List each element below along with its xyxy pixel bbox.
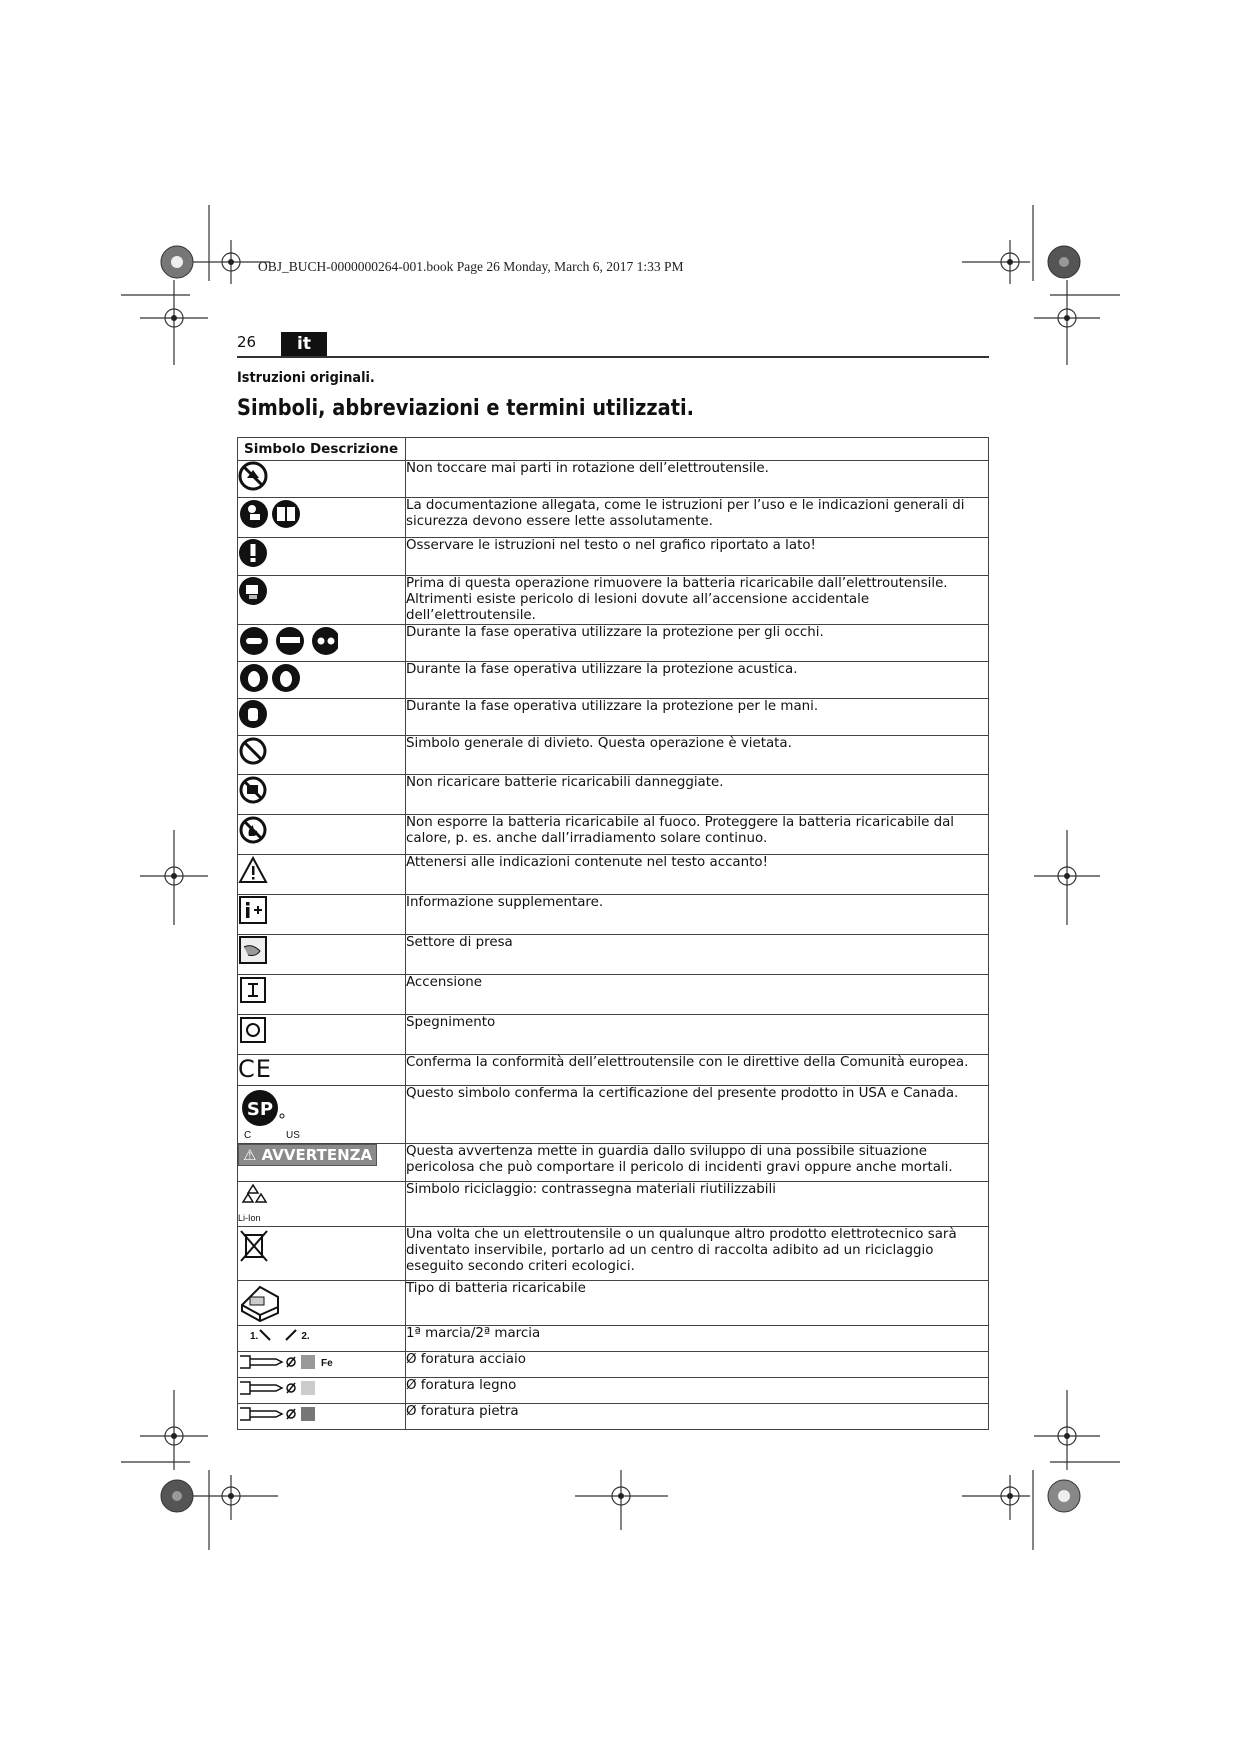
table-row bbox=[238, 775, 989, 815]
hand-protection-icon bbox=[238, 699, 268, 729]
row-description: Simbolo generale di divieto. Questa operazione è vietata. bbox=[406, 736, 989, 775]
ear-protection-icon bbox=[238, 662, 302, 694]
header-rule bbox=[237, 356, 989, 358]
row-description: Ø foratura legno bbox=[406, 1378, 989, 1404]
row-description: Una volta che un elettroutensile o un qualunque altro prodotto elettrotecnico sarà diventato inservibile, portarlo ad un centro di raccolta adibito ad un riciclaggio eseguito secondo criteri ecologici. bbox=[406, 1227, 989, 1281]
row-description: Questo simbolo conferma la certificazione del presente prodotto in USA e Canada. bbox=[406, 1086, 989, 1144]
row-description: Informazione supplementare. bbox=[406, 895, 989, 935]
row-description: Questa avvertenza mette in guardia dallo sviluppo di una possibile situazione pericolosa che può comportare il pericolo di incidenti gravi oppure anche mortali. bbox=[406, 1144, 989, 1182]
row-description: 1ª marcia/2ª marcia bbox=[406, 1326, 989, 1352]
info-plus-icon bbox=[238, 895, 268, 925]
row-description: Conferma la conformità dell’elettroutensile con le direttive della Comunità europea. bbox=[406, 1055, 989, 1086]
fe-label: Fe bbox=[321, 1358, 333, 1370]
table-row bbox=[238, 736, 989, 775]
exclamation-icon bbox=[238, 538, 268, 568]
battery-type-icon bbox=[238, 1281, 282, 1323]
table-row bbox=[238, 699, 989, 736]
row-description: Durante la fase operativa utilizzare la protezione acustica. bbox=[406, 662, 989, 699]
row-description: Accensione bbox=[406, 975, 989, 1015]
row-description: Settore di presa bbox=[406, 935, 989, 975]
table-row bbox=[238, 625, 989, 662]
read-manual-icon bbox=[238, 498, 302, 530]
row-description: Ø foratura acciaio bbox=[406, 1352, 989, 1378]
eye-protection-icon bbox=[238, 625, 338, 657]
table-header bbox=[238, 438, 989, 461]
warning-triangle-icon bbox=[238, 855, 268, 885]
symbol-table bbox=[237, 437, 989, 1430]
csa-c-label: C bbox=[244, 1130, 252, 1141]
li-ion-label: Li-Ion bbox=[238, 1213, 261, 1223]
table-row bbox=[238, 1055, 989, 1086]
no-touch-rotating-icon bbox=[238, 461, 268, 491]
power-off-icon bbox=[238, 1015, 268, 1045]
table-row bbox=[238, 935, 989, 975]
drill-stone-icon bbox=[238, 1404, 318, 1424]
prohibition-icon bbox=[238, 736, 268, 766]
table-row bbox=[238, 975, 989, 1015]
table-row bbox=[238, 1182, 989, 1227]
page-number: 26 bbox=[237, 333, 257, 351]
table-row bbox=[238, 1326, 989, 1352]
warning-badge-label: AVVERTENZA bbox=[261, 1146, 373, 1164]
drill-steel-icon bbox=[238, 1352, 318, 1372]
svg-text:SP: SP bbox=[246, 1099, 274, 1120]
recycle-icon bbox=[238, 1182, 268, 1208]
row-description: Non toccare mai parti in rotazione dell’elettroutensile. bbox=[406, 461, 989, 498]
power-on-icon bbox=[238, 975, 268, 1005]
ce-mark-icon: CE bbox=[238, 1055, 272, 1083]
row-description: Osservare le istruzioni nel testo o nel grafico riportato a lato! bbox=[406, 538, 989, 576]
table-row bbox=[238, 815, 989, 855]
table-row bbox=[238, 1086, 989, 1144]
row-description: La documentazione allegata, come le istruzioni per l’uso e le indicazioni generali di sicurezza devono essere lette assolutamente. bbox=[406, 498, 989, 538]
row-description: Non ricaricare batterie ricaricabili danneggiate. bbox=[406, 775, 989, 815]
gear-2-label: 2. bbox=[301, 1331, 310, 1343]
remove-battery-icon bbox=[238, 576, 268, 606]
weee-bin-icon bbox=[238, 1227, 270, 1265]
row-description: Prima di questa operazione rimuovere la batteria ricaricabile dall’elettroutensile. Altrimenti esiste pericolo di lesioni dovute all’accensione accidentale dell’elettroutensile. bbox=[406, 576, 989, 625]
no-fire-battery-icon bbox=[238, 815, 268, 845]
row-description: Spegnimento bbox=[406, 1015, 989, 1055]
table-header-label: Simbolo Descrizione bbox=[238, 438, 406, 461]
row-description: Simbolo riciclaggio: contrassegna materiali riutilizzabili bbox=[406, 1182, 989, 1227]
table-row bbox=[238, 1378, 989, 1404]
table-row bbox=[238, 576, 989, 625]
print-slug: OBJ_BUCH-0000000264-001.book Page 26 Monday, March 6, 2017 1:33 PM bbox=[258, 259, 684, 274]
table-row bbox=[238, 1227, 989, 1281]
csa-us-label: US bbox=[286, 1130, 300, 1141]
page-title: Simboli, abbreviazioni e termini utilizzati. bbox=[237, 396, 694, 421]
row-description: Non esporre la batteria ricaricabile al fuoco. Proteggere la batteria ricaricabile dal calore, p. es. anche dall’irradiamento solare continuo. bbox=[406, 815, 989, 855]
table-row bbox=[238, 538, 989, 576]
no-charge-damaged-battery-icon bbox=[238, 775, 268, 805]
row-description: Durante la fase operativa utilizzare la protezione per le mani. bbox=[406, 699, 989, 736]
grip-area-icon bbox=[238, 935, 268, 965]
gear-speed-icon bbox=[258, 1326, 298, 1344]
row-description: Attenersi alle indicazioni contenute nel testo accanto! bbox=[406, 855, 989, 895]
csa-mark-icon bbox=[238, 1086, 288, 1136]
table-row bbox=[238, 461, 989, 498]
warning-badge-icon: ⚠ AVVERTENZA bbox=[238, 1144, 377, 1166]
table-row bbox=[238, 1352, 989, 1378]
table-row bbox=[238, 855, 989, 895]
table-row bbox=[238, 1015, 989, 1055]
gear-1-label: 1. bbox=[250, 1331, 259, 1343]
subtitle: Istruzioni originali. bbox=[237, 370, 375, 386]
drill-wood-icon bbox=[238, 1378, 318, 1398]
table-row bbox=[238, 1281, 989, 1326]
row-description: Durante la fase operativa utilizzare la protezione per gli occhi. bbox=[406, 625, 989, 662]
table-row bbox=[238, 1144, 989, 1182]
row-description: Tipo di batteria ricaricabile bbox=[406, 1281, 989, 1326]
row-description: Ø foratura pietra bbox=[406, 1404, 989, 1430]
table-row bbox=[238, 895, 989, 935]
table-row bbox=[238, 662, 989, 699]
table-row bbox=[238, 498, 989, 538]
table-row bbox=[238, 1404, 989, 1430]
language-tab: it bbox=[281, 332, 327, 356]
